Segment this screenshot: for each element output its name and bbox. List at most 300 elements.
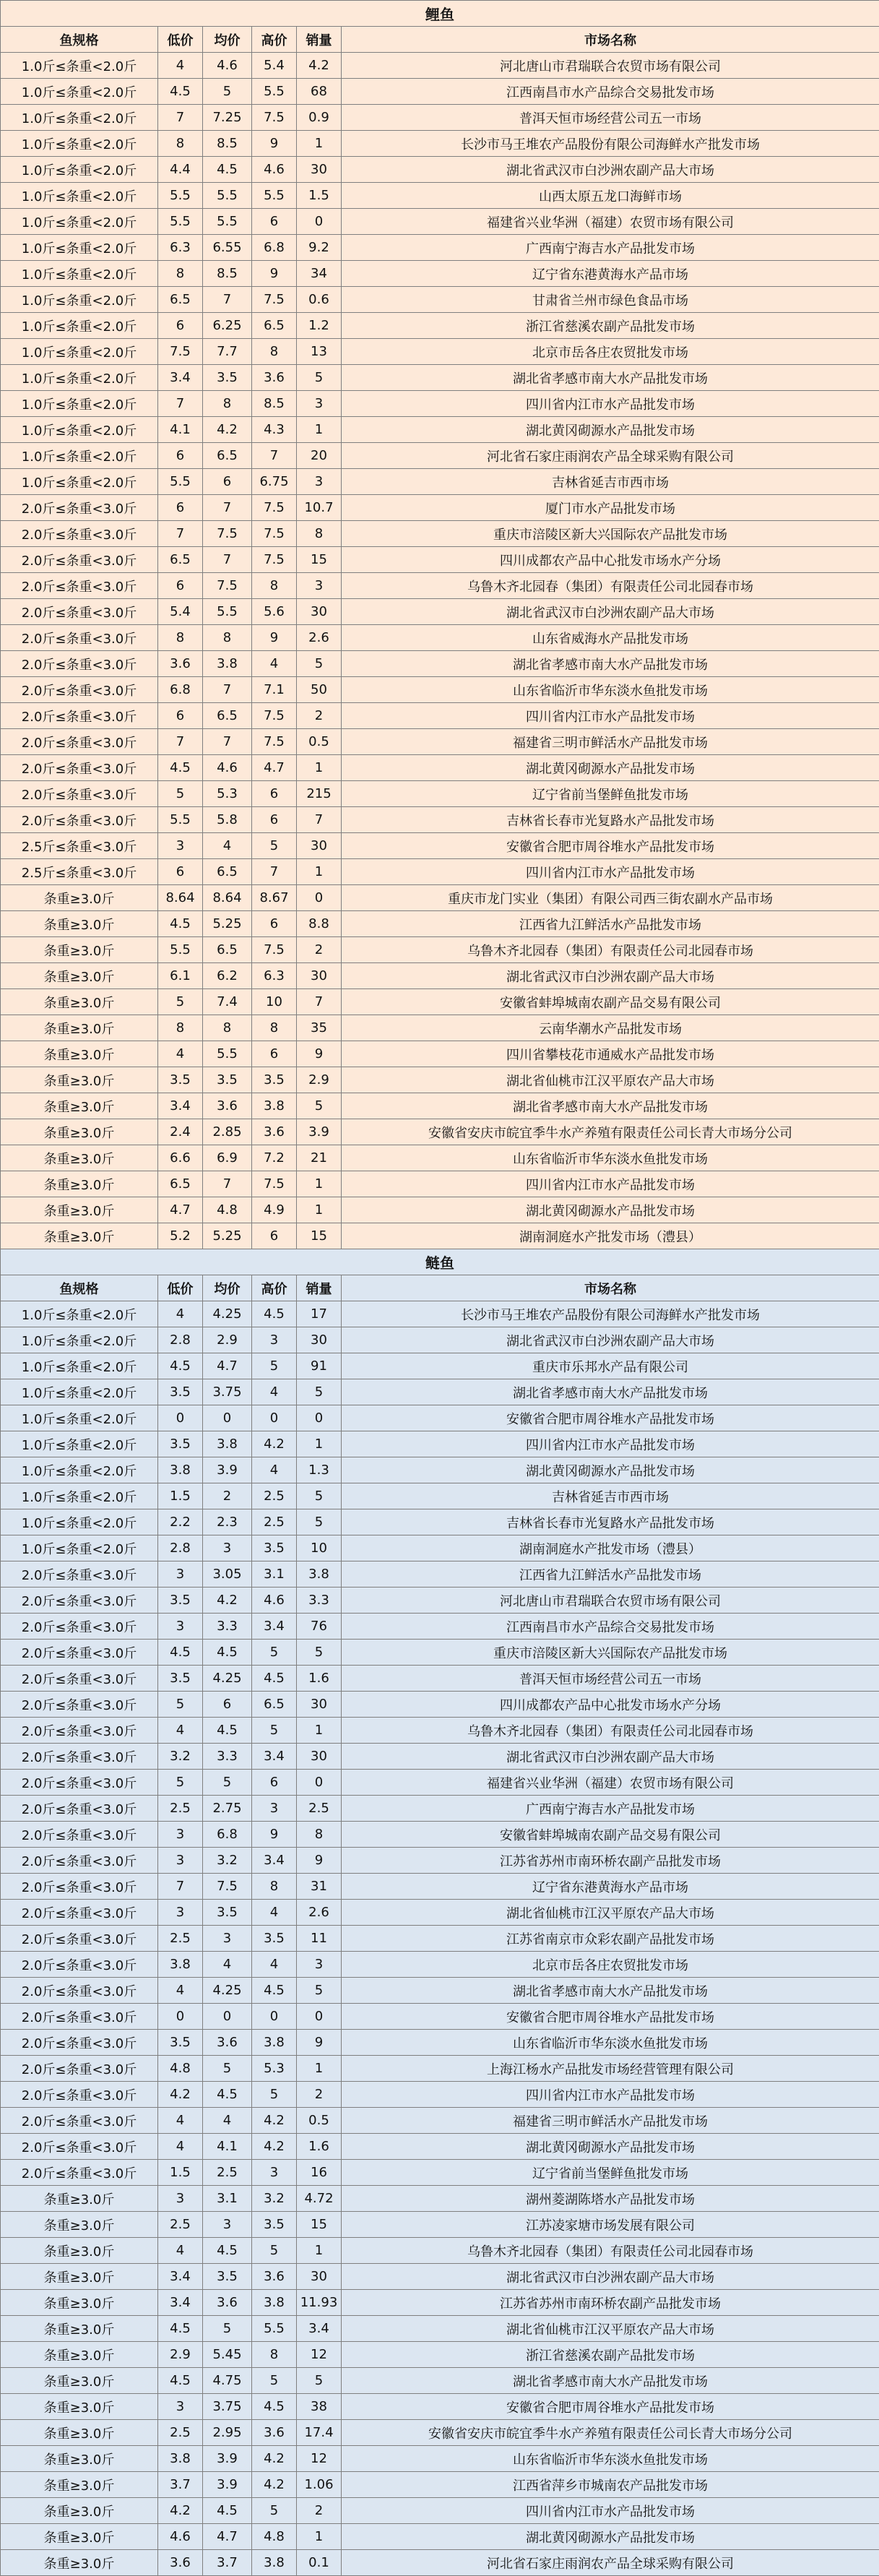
volume-cell: 5 [297, 1640, 342, 1666]
volume-cell: 13 [297, 339, 342, 365]
volume-cell: 0.5 [297, 729, 342, 755]
volume-cell: 1.2 [297, 313, 342, 339]
fish-size-cell: 2.0斤≤条重<3.0斤 [1, 1926, 158, 1952]
high-price-cell: 4.5 [252, 1301, 297, 1327]
volume-cell: 15 [297, 547, 342, 573]
volume-cell: 1.6 [297, 1666, 342, 1692]
high-price-cell: 4.2 [252, 2134, 297, 2160]
market-name-cell: 重庆市乐邦水产品有限公司 [342, 1353, 879, 1379]
volume-cell: 15 [297, 1223, 342, 1249]
low-price-cell: 4.6 [158, 2524, 203, 2550]
fish-size-cell: 2.0斤≤条重<3.0斤 [1, 1978, 158, 2004]
low-price-cell: 3.4 [158, 1093, 203, 1119]
fish-size-cell: 条重≥3.0斤 [1, 2238, 158, 2264]
low-price-cell: 6 [158, 313, 203, 339]
fish-size-cell: 1.0斤≤条重<2.0斤 [1, 1353, 158, 1379]
low-price-header: 低价 [158, 1275, 203, 1301]
low-price-cell: 4.8 [158, 2056, 203, 2082]
fish-size-cell: 1.0斤≤条重<2.0斤 [1, 1535, 158, 1561]
volume-cell: 3 [297, 391, 342, 417]
column-header-row [1, 1275, 879, 1301]
avg-price-cell: 8.64 [203, 885, 252, 911]
avg-price-cell: 5.5 [203, 1041, 252, 1067]
size-header: 鱼规格 [1, 27, 158, 53]
table-row [1, 2290, 879, 2316]
table-row [1, 2368, 879, 2394]
volume-cell: 9 [297, 2030, 342, 2056]
high-price-cell: 3.8 [252, 2550, 297, 2576]
high-price-cell: 4.2 [252, 2472, 297, 2498]
table-row [1, 495, 879, 521]
fish-size-cell: 1.0斤≤条重<2.0斤 [1, 53, 158, 79]
high-price-cell: 7 [252, 443, 297, 469]
table-row [1, 2030, 879, 2056]
high-price-cell: 3.5 [252, 1926, 297, 1952]
fish-size-cell: 条重≥3.0斤 [1, 1119, 158, 1145]
volume-cell: 0.1 [297, 2550, 342, 2576]
volume-header: 销量 [297, 27, 342, 53]
volume-cell: 1 [297, 2524, 342, 2550]
avg-price-cell: 8 [203, 625, 252, 651]
low-price-cell: 2.4 [158, 1119, 203, 1145]
market-name-cell: 四川省内江市水产品批发市场 [342, 703, 879, 729]
fish-size-cell: 条重≥3.0斤 [1, 2264, 158, 2290]
table-row [1, 911, 879, 937]
volume-cell: 1.5 [297, 183, 342, 209]
low-price-cell: 8 [158, 131, 203, 157]
table-row [1, 365, 879, 391]
high-price-cell: 0 [252, 2004, 297, 2030]
avg-price-cell: 8 [203, 391, 252, 417]
table-row [1, 1171, 879, 1197]
market-name-cell: 广西南宁海吉水产品批发市场 [342, 1796, 879, 1822]
avg-price-cell: 3.9 [203, 1457, 252, 1483]
low-price-cell: 4.2 [158, 2498, 203, 2524]
high-price-cell: 3.5 [252, 2212, 297, 2238]
market-name-cell: 福建省兴业华洲（福建）农贸市场有限公司 [342, 1770, 879, 1796]
market-name-cell: 湖北省武汉市白沙洲农副产品大市场 [342, 2264, 879, 2290]
fish-size-cell: 2.0斤≤条重<3.0斤 [1, 1796, 158, 1822]
low-price-cell: 3.4 [158, 2264, 203, 2290]
table-row [1, 989, 879, 1015]
fish-size-cell: 2.0斤≤条重<3.0斤 [1, 2004, 158, 2030]
high-price-cell: 5 [252, 2082, 297, 2108]
high-price-cell: 5 [252, 2238, 297, 2264]
avg-price-cell: 5.5 [203, 183, 252, 209]
high-price-cell: 9 [252, 131, 297, 157]
avg-price-cell: 8.5 [203, 261, 252, 287]
avg-price-cell: 0 [203, 1405, 252, 1431]
table-row [1, 2186, 879, 2212]
volume-cell: 30 [297, 1692, 342, 1718]
volume-cell: 16 [297, 2160, 342, 2186]
low-price-cell: 5.5 [158, 209, 203, 235]
volume-cell: 3.8 [297, 1561, 342, 1588]
low-price-cell: 4.2 [158, 2082, 203, 2108]
high-price-cell: 3.6 [252, 2264, 297, 2290]
volume-cell: 1.06 [297, 2472, 342, 2498]
market-name-cell: 重庆市涪陵区新大兴国际农产品批发市场 [342, 1640, 879, 1666]
market-name-cell: 湖北黄冈砌源水产品批发市场 [342, 417, 879, 443]
low-price-cell: 3.4 [158, 365, 203, 391]
volume-cell: 1 [297, 2056, 342, 2082]
fish-size-cell: 条重≥3.0斤 [1, 2420, 158, 2446]
table-row [1, 1483, 879, 1509]
fish-size-cell: 2.0斤≤条重<3.0斤 [1, 495, 158, 521]
low-price-cell: 7.5 [158, 339, 203, 365]
fish-size-cell: 条重≥3.0斤 [1, 1093, 158, 1119]
fish-size-cell: 1.0斤≤条重<2.0斤 [1, 1483, 158, 1509]
avg-price-cell: 4.25 [203, 1666, 252, 1692]
high-price-cell: 10 [252, 989, 297, 1015]
high-price-cell: 8 [252, 1015, 297, 1041]
market-name-cell: 安徽省合肥市周谷堆水产品批发市场 [342, 1405, 879, 1431]
low-price-cell: 4 [158, 53, 203, 79]
market-name-cell: 山东省临沂市华东淡水鱼批发市场 [342, 2446, 879, 2472]
volume-cell: 1.6 [297, 2134, 342, 2160]
high-price-cell: 4.5 [252, 1978, 297, 2004]
avg-price-cell: 7.4 [203, 989, 252, 1015]
avg-price-cell: 3.9 [203, 2472, 252, 2498]
avg-price-cell: 3.5 [203, 365, 252, 391]
fish-size-cell: 条重≥3.0斤 [1, 2342, 158, 2368]
market-name-cell: 浙江省慈溪农副产品批发市场 [342, 313, 879, 339]
fish-size-cell: 1.0斤≤条重<2.0斤 [1, 287, 158, 313]
avg-price-cell: 3.5 [203, 2264, 252, 2290]
avg-price-cell: 5.5 [203, 599, 252, 625]
market-name-cell: 湖北省孝感市南大水产品批发市场 [342, 1093, 879, 1119]
volume-cell: 5 [297, 1978, 342, 2004]
high-price-cell: 5 [252, 2498, 297, 2524]
fish-size-cell: 1.0斤≤条重<2.0斤 [1, 339, 158, 365]
table-row [1, 1379, 879, 1405]
avg-price-cell: 7 [203, 1171, 252, 1197]
table-row [1, 963, 879, 989]
avg-price-cell: 5.8 [203, 807, 252, 833]
avg-price-cell: 2.85 [203, 1119, 252, 1145]
table-row [1, 261, 879, 287]
fish-size-cell: 条重≥3.0斤 [1, 1145, 158, 1171]
market-name-cell: 江西省九江鲜活水产品批发市场 [342, 1561, 879, 1588]
high-price-cell: 7.5 [252, 1171, 297, 1197]
high-price-cell: 5 [252, 1640, 297, 1666]
low-price-cell: 4 [158, 1718, 203, 1744]
table-row [1, 2056, 879, 2082]
volume-cell: 12 [297, 2342, 342, 2368]
volume-cell: 2 [297, 937, 342, 963]
avg-price-cell: 3.5 [203, 1067, 252, 1093]
high-price-cell: 8.67 [252, 885, 297, 911]
volume-cell: 9 [297, 1848, 342, 1874]
high-price-cell: 3.8 [252, 2030, 297, 2056]
volume-cell: 1 [297, 417, 342, 443]
market-name-cell: 北京市岳各庄农贸批发市场 [342, 1952, 879, 1978]
avg-price-cell: 6.55 [203, 235, 252, 261]
table-row [1, 1015, 879, 1041]
market-name-cell: 湖州菱湖陈塔水产品批发市场 [342, 2186, 879, 2212]
low-price-cell: 3.5 [158, 1431, 203, 1457]
fish-size-cell: 1.0斤≤条重<2.0斤 [1, 1405, 158, 1431]
market-name-cell: 辽宁省东港黄海水产品市场 [342, 1874, 879, 1900]
high-price-cell: 3.1 [252, 1561, 297, 1588]
table-row [1, 1457, 879, 1483]
table-row [1, 469, 879, 495]
table-row [1, 521, 879, 547]
fish-size-cell: 2.0斤≤条重<3.0斤 [1, 1952, 158, 1978]
low-price-cell: 3.4 [158, 2290, 203, 2316]
fish-size-cell: 2.0斤≤条重<3.0斤 [1, 1744, 158, 1770]
table-row [1, 1041, 879, 1067]
high-price-cell: 4.2 [252, 2108, 297, 2134]
table-row [1, 677, 879, 703]
fish-size-cell: 1.0斤≤条重<2.0斤 [1, 1327, 158, 1353]
low-price-cell: 3.5 [158, 1067, 203, 1093]
table-row [1, 2264, 879, 2290]
volume-cell: 4.2 [297, 53, 342, 79]
fish-size-cell: 1.0斤≤条重<2.0斤 [1, 183, 158, 209]
low-price-cell: 6 [158, 859, 203, 885]
table-row [1, 1119, 879, 1145]
market-name-cell: 湖南洞庭水产批发市场（澧县） [342, 1223, 879, 1249]
table-row [1, 1223, 879, 1249]
low-price-cell: 3 [158, 1900, 203, 1926]
market-name-cell: 湖北省仙桃市江汉平原农产品大市场 [342, 1067, 879, 1093]
avg-price-cell: 7.7 [203, 339, 252, 365]
low-price-cell: 6.8 [158, 677, 203, 703]
fish-size-cell: 2.5斤≤条重<3.0斤 [1, 833, 158, 859]
volume-cell: 11 [297, 1926, 342, 1952]
high-price-cell: 3.6 [252, 1119, 297, 1145]
market-name-cell: 安徽省蚌埠城南农副产品交易有限公司 [342, 1822, 879, 1848]
high-price-cell: 6 [252, 911, 297, 937]
table-row [1, 625, 879, 651]
table-row [1, 573, 879, 599]
fish-size-cell: 条重≥3.0斤 [1, 911, 158, 937]
avg-price-cell: 6.9 [203, 1145, 252, 1171]
avg-price-cell: 4 [203, 833, 252, 859]
avg-price-cell: 4.8 [203, 1197, 252, 1223]
avg-price-cell: 4.5 [203, 2238, 252, 2264]
volume-cell: 3 [297, 573, 342, 599]
market-name-cell: 长沙市马王堆农产品股份有限公司海鲜水产批发市场 [342, 1301, 879, 1327]
high-price-cell: 3.4 [252, 1614, 297, 1640]
market-name-cell: 山东省临沂市华东淡水鱼批发市场 [342, 677, 879, 703]
market-name-cell: 四川省内江市水产品批发市场 [342, 859, 879, 885]
table-row [1, 339, 879, 365]
table-row [1, 2108, 879, 2134]
volume-cell: 2.5 [297, 1796, 342, 1822]
volume-cell: 0 [297, 1405, 342, 1431]
fish-size-cell: 1.0斤≤条重<2.0斤 [1, 157, 158, 183]
low-price-cell: 3 [158, 1848, 203, 1874]
market-name-cell: 长沙市马王堆农产品股份有限公司海鲜水产批发市场 [342, 131, 879, 157]
table-row [1, 2498, 879, 2524]
fish-size-cell: 2.0斤≤条重<3.0斤 [1, 625, 158, 651]
fish-size-cell: 条重≥3.0斤 [1, 1067, 158, 1093]
table-row [1, 2342, 879, 2368]
avg-price-cell: 3.8 [203, 651, 252, 677]
avg-price-cell: 4.5 [203, 2082, 252, 2108]
avg-price-cell: 2.95 [203, 2420, 252, 2446]
volume-cell: 5 [297, 2368, 342, 2394]
low-price-cell: 6 [158, 703, 203, 729]
low-price-cell: 4 [158, 1041, 203, 1067]
table-row [1, 807, 879, 833]
market-name-cell: 安徽省合肥市周谷堆水产品批发市场 [342, 2004, 879, 2030]
low-price-cell: 6 [158, 495, 203, 521]
high-price-cell: 4.6 [252, 1588, 297, 1614]
volume-cell: 68 [297, 79, 342, 105]
fish-size-cell: 条重≥3.0斤 [1, 2394, 158, 2420]
market-name-cell: 江苏凌家塘市场发展有限公司 [342, 2212, 879, 2238]
low-price-cell: 7 [158, 105, 203, 131]
avg-price-cell: 4 [203, 2108, 252, 2134]
low-price-cell: 1.5 [158, 1483, 203, 1509]
volume-cell: 12 [297, 2446, 342, 2472]
avg-price-cell: 4.2 [203, 417, 252, 443]
high-price-cell: 7.5 [252, 287, 297, 313]
avg-price-cell: 2.9 [203, 1327, 252, 1353]
avg-price-header: 均价 [203, 1275, 252, 1301]
avg-price-cell: 3.2 [203, 1848, 252, 1874]
fish-size-cell: 2.0斤≤条重<3.0斤 [1, 599, 158, 625]
high-price-cell: 9 [252, 625, 297, 651]
avg-price-cell: 3.9 [203, 2446, 252, 2472]
high-price-cell: 5.3 [252, 2056, 297, 2082]
market-name-cell: 江西南昌市水产品综合交易批发市场 [342, 79, 879, 105]
high-price-cell: 8 [252, 339, 297, 365]
table-row [1, 1509, 879, 1535]
avg-price-cell: 5 [203, 1770, 252, 1796]
market-header: 市场名称 [342, 27, 879, 53]
low-price-header: 低价 [158, 27, 203, 53]
volume-cell: 0 [297, 885, 342, 911]
avg-price-cell: 3.75 [203, 1379, 252, 1405]
low-price-cell: 4.5 [158, 2316, 203, 2342]
low-price-cell: 3 [158, 1614, 203, 1640]
volume-cell: 0.6 [297, 287, 342, 313]
market-name-cell: 福建省兴业华洲（福建）农贸市场有限公司 [342, 209, 879, 235]
fish-size-cell: 1.0斤≤条重<2.0斤 [1, 1431, 158, 1457]
table-row [1, 833, 879, 859]
avg-price-cell: 5.45 [203, 2342, 252, 2368]
market-name-cell: 吉林省延吉市西市场 [342, 1483, 879, 1509]
low-price-cell: 4.4 [158, 157, 203, 183]
low-price-cell: 6.5 [158, 547, 203, 573]
fish-size-cell: 条重≥3.0斤 [1, 885, 158, 911]
market-name-cell: 四川省内江市水产品批发市场 [342, 1171, 879, 1197]
volume-cell: 2 [297, 2082, 342, 2108]
high-price-cell: 7.5 [252, 105, 297, 131]
table-row [1, 703, 879, 729]
avg-price-cell: 7.5 [203, 1874, 252, 1900]
table-row [1, 1561, 879, 1588]
table-row [1, 1822, 879, 1848]
high-price-cell: 7.2 [252, 1145, 297, 1171]
high-price-cell: 7.5 [252, 547, 297, 573]
table-row [1, 2420, 879, 2446]
avg-price-cell: 5 [203, 2056, 252, 2082]
fish-size-cell: 2.0斤≤条重<3.0斤 [1, 2134, 158, 2160]
high-price-cell: 3 [252, 2160, 297, 2186]
table-row [1, 859, 879, 885]
market-name-cell: 四川省内江市水产品批发市场 [342, 391, 879, 417]
table-row [1, 781, 879, 807]
low-price-cell: 3 [158, 1561, 203, 1588]
fish-size-cell: 条重≥3.0斤 [1, 2446, 158, 2472]
table-row [1, 1301, 879, 1327]
high-price-cell: 4.2 [252, 1431, 297, 1457]
volume-cell: 21 [297, 1145, 342, 1171]
avg-price-cell: 4.25 [203, 1301, 252, 1327]
volume-cell: 1 [297, 131, 342, 157]
table-row [1, 2472, 879, 2498]
high-price-cell: 4 [252, 651, 297, 677]
market-name-cell: 普洱天恒市场经营公司五一市场 [342, 1666, 879, 1692]
table-row [1, 2160, 879, 2186]
market-name-cell: 普洱天恒市场经营公司五一市场 [342, 105, 879, 131]
fish-size-cell: 条重≥3.0斤 [1, 2212, 158, 2238]
market-name-cell: 福建省三明市鲜活水产品批发市场 [342, 729, 879, 755]
volume-cell: 1 [297, 1171, 342, 1197]
table-row [1, 235, 879, 261]
low-price-cell: 4.5 [158, 2368, 203, 2394]
market-name-cell: 辽宁省东港黄海水产品市场 [342, 261, 879, 287]
low-price-cell: 2.5 [158, 2212, 203, 2238]
low-price-cell: 3 [158, 2394, 203, 2420]
table-row [1, 1431, 879, 1457]
volume-cell: 20 [297, 443, 342, 469]
high-price-header: 高价 [252, 27, 297, 53]
market-header: 市场名称 [342, 1275, 879, 1301]
high-price-cell: 4.8 [252, 2524, 297, 2550]
volume-cell: 5 [297, 1093, 342, 1119]
table-row [1, 1770, 879, 1796]
table-row [1, 209, 879, 235]
fish-size-cell: 条重≥3.0斤 [1, 2316, 158, 2342]
market-name-cell: 浙江省慈溪农副产品批发市场 [342, 2342, 879, 2368]
low-price-cell: 5.2 [158, 1223, 203, 1249]
market-name-cell: 湖北黄冈砌源水产品批发市场 [342, 1457, 879, 1483]
fish-size-cell: 2.0斤≤条重<3.0斤 [1, 1770, 158, 1796]
low-price-cell: 3.6 [158, 651, 203, 677]
market-name-cell: 湖北省武汉市白沙洲农副产品大市场 [342, 599, 879, 625]
volume-cell: 3 [297, 469, 342, 495]
fish-size-cell: 2.0斤≤条重<3.0斤 [1, 807, 158, 833]
avg-price-cell: 2 [203, 1483, 252, 1509]
avg-price-cell: 6 [203, 469, 252, 495]
low-price-cell: 8 [158, 625, 203, 651]
high-price-cell: 7.5 [252, 703, 297, 729]
volume-cell: 3.3 [297, 1588, 342, 1614]
fish-size-cell: 2.0斤≤条重<3.0斤 [1, 1640, 158, 1666]
low-price-cell: 4.5 [158, 1640, 203, 1666]
market-name-cell: 辽宁省前当堡鲜鱼批发市场 [342, 781, 879, 807]
market-name-cell: 湖北省武汉市白沙洲农副产品大市场 [342, 1744, 879, 1770]
volume-cell: 5 [297, 1509, 342, 1535]
table-row [1, 885, 879, 911]
volume-cell: 7 [297, 807, 342, 833]
fish-size-cell: 2.0斤≤条重<3.0斤 [1, 2108, 158, 2134]
low-price-cell: 3.6 [158, 2550, 203, 2576]
low-price-cell: 5.5 [158, 469, 203, 495]
high-price-cell: 5.5 [252, 2316, 297, 2342]
fish-size-cell: 2.0斤≤条重<3.0斤 [1, 573, 158, 599]
table-row [1, 417, 879, 443]
volume-cell: 31 [297, 1874, 342, 1900]
high-price-cell: 5.6 [252, 599, 297, 625]
volume-cell: 5 [297, 651, 342, 677]
